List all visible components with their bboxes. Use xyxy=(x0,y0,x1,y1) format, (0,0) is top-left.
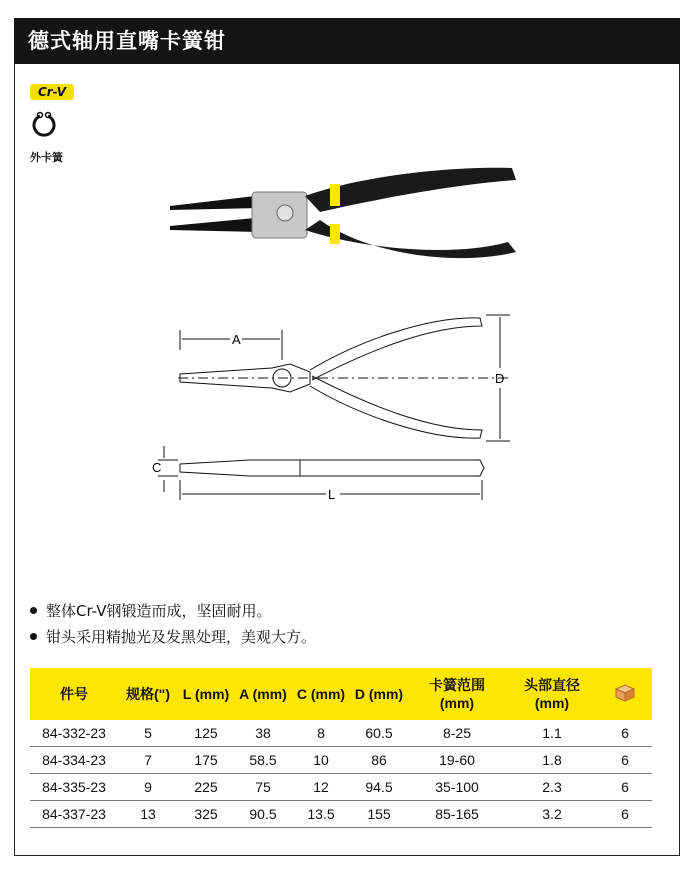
cell-l: 175 xyxy=(178,747,234,774)
feature-item: 钳头采用精抛光及发黑处理，美观大方。 xyxy=(30,624,316,650)
spec-table xyxy=(30,668,652,828)
cell-a: 75 xyxy=(234,774,292,801)
pliers-photo xyxy=(160,156,530,268)
col-range-line2: (mm) xyxy=(439,695,475,711)
cell-c: 12 xyxy=(292,774,350,801)
cell-tip: 1.8 xyxy=(506,747,598,774)
cell-size: 9 xyxy=(118,774,178,801)
cell-qty: 6 xyxy=(598,774,652,801)
cell-c: 13.5 xyxy=(292,801,350,828)
dim-label-a: A xyxy=(232,332,241,347)
cell-tip: 2.3 xyxy=(506,774,598,801)
cell-l: 325 xyxy=(178,801,234,828)
cell-range: 85-165 xyxy=(408,801,506,828)
col-tip xyxy=(506,668,598,720)
cell-qty: 6 xyxy=(598,747,652,774)
col-part: 件号 xyxy=(30,668,118,720)
table-header-row xyxy=(30,668,652,720)
col-c: C (mm) xyxy=(292,668,350,720)
cell-tip: 1.1 xyxy=(506,720,598,747)
cell-c: 10 xyxy=(292,747,350,774)
cell-size: 7 xyxy=(118,747,178,774)
col-l: L (mm) xyxy=(178,668,234,720)
col-range-line1: 卡簧范围 xyxy=(429,677,485,693)
cell-c: 8 xyxy=(292,720,350,747)
cell-part: 84-334-23 xyxy=(30,747,118,774)
cell-l: 225 xyxy=(178,774,234,801)
table-row xyxy=(30,747,652,774)
cell-tip: 3.2 xyxy=(506,801,598,828)
cell-a: 38 xyxy=(234,720,292,747)
col-qty xyxy=(598,668,652,720)
cell-part: 84-335-23 xyxy=(30,774,118,801)
dimension-drawing xyxy=(150,300,510,510)
cell-part: 84-337-23 xyxy=(30,801,118,828)
cell-qty: 6 xyxy=(598,801,652,828)
dim-label-d: D xyxy=(495,371,505,386)
box-icon xyxy=(614,682,636,702)
col-range xyxy=(408,668,506,720)
col-tip-line1: 头部直径 xyxy=(524,677,580,693)
cell-size: 13 xyxy=(118,801,178,828)
cell-d: 86 xyxy=(350,747,408,774)
table-row xyxy=(30,801,652,828)
cell-a: 90.5 xyxy=(234,801,292,828)
cell-size: 5 xyxy=(118,720,178,747)
cell-range: 19-60 xyxy=(408,747,506,774)
cell-range: 8-25 xyxy=(408,720,506,747)
feature-item: 整体Cr-V钢锻造而成，坚固耐用。 xyxy=(30,598,316,624)
cell-qty: 6 xyxy=(598,720,652,747)
material-badge: Cr-V xyxy=(30,84,74,100)
cell-d: 155 xyxy=(350,801,408,828)
page-title: 德式轴用直嘴卡簧钳 xyxy=(14,18,680,64)
cell-d: 94.5 xyxy=(350,774,408,801)
ring-label: 外卡簧 xyxy=(30,151,63,164)
table-row xyxy=(30,720,652,747)
cell-part: 84-332-23 xyxy=(30,720,118,747)
col-tip-line2: (mm) xyxy=(534,695,570,711)
dim-label-c: C xyxy=(152,460,162,475)
snap-ring-icon xyxy=(32,110,56,146)
dim-label-l: L xyxy=(328,487,336,502)
col-d: D (mm) xyxy=(350,668,408,720)
col-size: 规格(") xyxy=(118,668,178,720)
cell-a: 58.5 xyxy=(234,747,292,774)
table-row xyxy=(30,774,652,801)
cell-range: 35-100 xyxy=(408,774,506,801)
feature-list xyxy=(30,598,316,650)
col-a: A (mm) xyxy=(234,668,292,720)
cell-d: 60.5 xyxy=(350,720,408,747)
cell-l: 125 xyxy=(178,720,234,747)
